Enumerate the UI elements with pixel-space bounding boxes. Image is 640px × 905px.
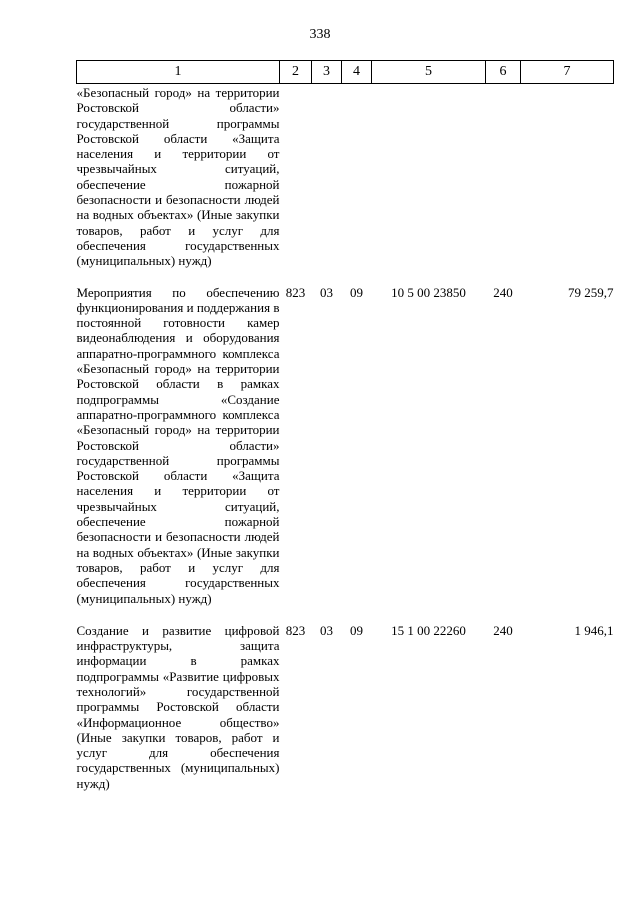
expense-type-code — [486, 84, 521, 269]
expense-type-code: 240 — [493, 622, 513, 638]
amount: 79 259,7 — [568, 284, 614, 300]
column-header-4: 4 — [342, 61, 372, 84]
section-code — [312, 84, 342, 269]
column-header-7: 7 — [521, 61, 614, 84]
budget-table — [76, 60, 614, 791]
column-header-3: 3 — [312, 61, 342, 84]
table-row — [77, 606, 614, 791]
column-header-1: 1 — [77, 61, 280, 84]
target-article-code — [372, 84, 486, 269]
table-row — [77, 84, 614, 269]
row-name: Мероприятия по обеспечению функционирования и поддержания в постоянной готовности камер видеонаблюдения и оборудования аппаратно-программного комплекса «Безопасный город» на территории Ростовской области в рамках подпрограммы «Создание аппаратно-программного комплекса «Безопасный город» на территории Ростовской области» государственной программы Ростовской области «Защита населения и территории от чрезвычайных ситуаций, обеспечение пожарной безопасности и безопасности людей на водных объектах» (Иные закупки товаров, работ и услуг для обеспечения государственных (муниципальных) нужд) — [76, 284, 280, 606]
subsection-code — [342, 84, 372, 269]
subsection-code: 09 — [350, 622, 363, 638]
column-header-2: 2 — [280, 61, 312, 84]
table-row — [77, 269, 614, 606]
row-name: «Безопасный город» на территории Ростовской области» государственной программы Ростовской области «Защита населения и территории от чрезвычайных ситуаций, обеспечение пожарной безопасности и безопасности людей на водных объектах» (Иные закупки товаров, работ и услуг для обеспечения государственных (муниципальных) нужд) — [76, 85, 280, 269]
amount — [521, 84, 614, 269]
column-header-6: 6 — [486, 61, 521, 84]
table-header-row — [77, 61, 614, 84]
target-article-code: 10 5 00 23850 — [391, 284, 466, 300]
ministry-code: 823 — [285, 622, 306, 638]
row-name: Создание и развитие цифровой инфраструктуры, защита информации в рамках подпрограммы «Развитие цифровых технологий» государственной программы Ростовской области «Информационное общество» (Иные закупки товаров, работ и услуг для обеспечения государственных (муниципальных) нужд) — [76, 622, 280, 791]
amount: 1 946,1 — [574, 622, 614, 638]
section-code: 03 — [320, 284, 333, 300]
section-code: 03 — [320, 622, 333, 638]
ministry-code — [280, 84, 312, 269]
subsection-code: 09 — [350, 284, 363, 300]
expense-type-code: 240 — [493, 284, 513, 300]
page-number: 338 — [309, 27, 331, 42]
column-header-5: 5 — [372, 61, 486, 84]
ministry-code: 823 — [285, 284, 306, 300]
target-article-code: 15 1 00 22260 — [391, 622, 466, 638]
